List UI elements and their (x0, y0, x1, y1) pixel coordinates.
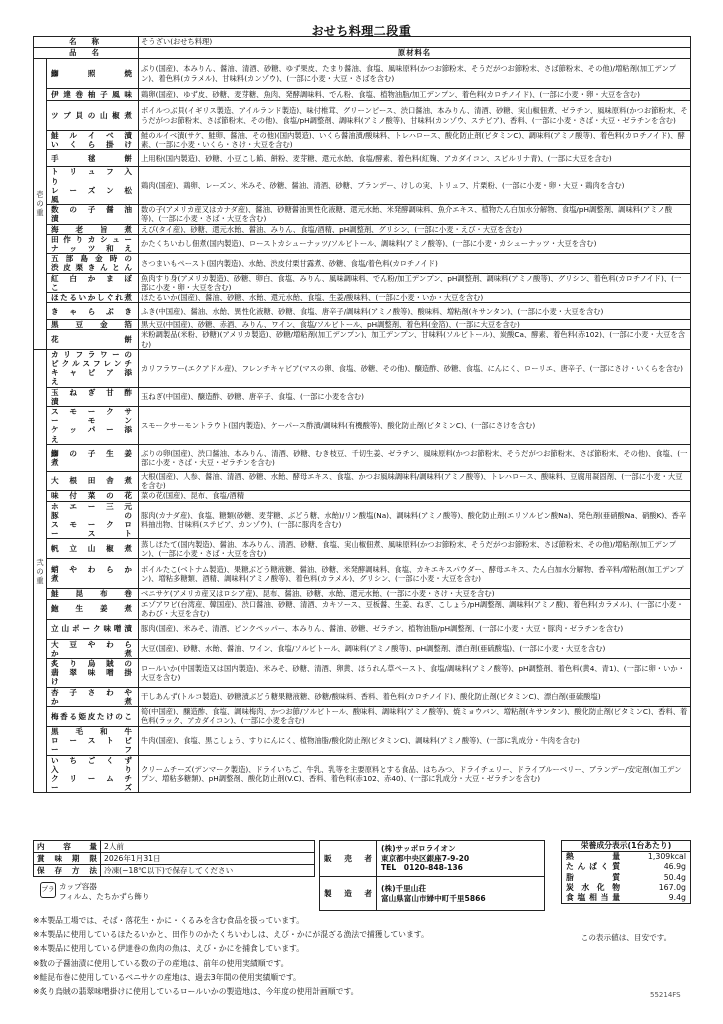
item-ingredients: えび(タイ産)、砂糖、還元水飴、醤油、みりん、食塩/酒精、pH調整剤、グリシン、(一部に小麦・えび・大豆を含む) (139, 224, 691, 234)
item-ingredients: ぶりの卵(国産)、渋口醤油、本みりん、清酒、砂糖、むき枝豆、千切生姜、ゼラチン、風味原料(かつお節粉末、そうだがつお節粉末、さば節粉末、その他)、食塩、(一部に小麦・さば・大豆・ゼラチンを含む) (139, 444, 691, 471)
seller-address: 東京都中央区銀座7-9-20 (381, 853, 470, 863)
item-ingredients: ボイルつぶ貝(イギリス製造、アイルランド製造)、味付椎茸、グリーンピース、渋口醤油、本みりん、清酒、砂糖、実山椒佃煮、ゼラチン、風味原料(かつお節粉末、そうだがつお節粉末、さば節粉末、その他)、食塩/pH調整剤、調味料(アミノ酸等)、甘味料(カンゾウ、ステビア)、香料、(一部に小麦・さば・大豆・ゼラチンを含む) (139, 101, 691, 131)
name-value: そうざい(おせち料理) (139, 37, 691, 48)
item-ingredients: さつまいもペースト(国内製造)、水飴、渋皮付栗甘露煮、砂糖、食塩/着色料(カロチノイド) (139, 254, 691, 273)
nutrition-value: 50.4g (624, 873, 691, 883)
nutrition-label: 脂 質 (562, 873, 625, 883)
item-ingredients: ボイルたこ(ベトナム製造)、果糖ぶどう糖液糖、醤油、砂糖、米発酵調味料、食塩、カキエキスパウダー、酵母エキス、たん白加水分解物、香辛料/増粘剤(加工デンプン)、増粘多糖類、酒精、調味料(アミノ酸等)、着色料(カラメル)、グリシン、(一部に小麦・大豆を含む) (139, 559, 691, 589)
name-label: 名 称 (34, 37, 139, 48)
item-name: ト リ ュ フ 入 り レ ー ズ ン 松 風 (47, 167, 139, 205)
item-name: 炙 り 烏 賊 の 翡 翠 味 噌 掛 け (47, 658, 139, 687)
ingredients-label: 原材料名 (139, 48, 691, 59)
item-ingredients: ふき(中国産)、醤油、水飴、異性化液糖、砂糖、食塩、唐辛子/調味料(アミノ酸等)、酸味料、増粘剤(キサンタン)、(一部に小麦・大豆を含む) (139, 303, 691, 320)
nutrition-note: この表示値は、目安です。 (580, 933, 672, 942)
item-name: ス モ ー ク サ ー モ ン ケ ッ パ ー 添 え (47, 407, 139, 445)
item-ingredients: カリフラワー(エクアドル産)、フレンチキャビア(マスの卵、食塩、砂糖、その他)、醸造酢、砂糖、食塩、にんにく、ローリエ、唐辛子、(一部にさけ・いくらを含む) (139, 349, 691, 387)
item-ingredients: ほたるいか(国産)、醤油、砂糖、水飴、還元水飴、食塩、生姜/酸味料、(一部に小麦・いか・大豆を含む) (139, 293, 691, 303)
pla-recycle-icon: プラ (40, 882, 56, 898)
item-ingredients: 黒大豆(中国産)、砂糖、赤酒、みりん、ワイン、食塩/ソルビトール、pH調整剤、着色料(金箔)、(一部に大豆を含む) (139, 320, 691, 330)
item-ingredients: 大根(国産)、人参、醤油、清酒、砂糖、水飴、酵母エキス、食塩、かつお風味調味料/調味料(アミノ酸等)、トレハロース、酸味料、豆腐用凝固剤、(一部に小麦・大豆を含む) (139, 471, 691, 490)
expiry-label: 賞 味 期 限 (34, 853, 101, 865)
item-ingredients: 米粉調製品(米粉、砂糖)(アメリカ製造)、砂糖/増粘剤(加工デンプン)、加工デンプン、甘味料(ソルビトール)、炭酸Ca、酵素、着色料(赤102)、(一部に小麦・大豆を含む) (139, 330, 691, 349)
item-ingredients: 数の子(アメリカ産又はカナダ産)、醤油、砂糖醤油異性化液糖、還元水飴、米発酵調味料、魚介エキス、植物たん白加水分解物、食塩/pH調整剤、調味料(アミノ酸等)、(一部に小麦・さば・大豆を含む) (139, 205, 691, 224)
item-name: 立山ポーク味噌漬 (47, 619, 139, 639)
item-ingredients: 豚肉(カナダ産)、食塩、糖類(砂糖、麦芽糖、ぶどう糖、水飴)/リン酸塩(Na)、調味料(アミノ酸等)、酸化防止剤(エリソルビン酸Na)、発色剤(亜硝酸Na、硝酸K)、香辛料抽出物、甘味料(ステビア、カンゾウ)、(一部に豚肉を含む) (139, 501, 691, 539)
item-name: ホ エ ー 三 元 豚 の ス モ ー ク ロ ー ス ト (47, 501, 139, 539)
nutrition-value: 9.4g (624, 893, 691, 904)
item-name: 鮑 生 姜 煮 (47, 599, 139, 619)
item-name: き ゃ ら ぶ き (47, 303, 139, 320)
item-ingredients: 牛肉(国産)、食塩、黒こしょう、すりにんにく、植物油脂/酸化防止剤(ビタミンC)、調味料(アミノ酸等)、(一部に乳成分・牛肉を含む) (139, 726, 691, 755)
container-line-1: カップ容器 (59, 882, 97, 891)
item-ingredients: 豚肉(国産)、米みそ、清酒、ピンクペッパー、本みりん、醤油、砂糖、ゼラチン、植物油脂/pH調整剤、(一部に小麦・大豆・豚肉・ゼラチンを含む) (139, 619, 691, 639)
item-ingredients: ベニサケ(アメリカ産又はロシア産)、昆布、醤油、砂糖、水飴、還元水飴、(一部に小麦・さけ・大豆を含む) (139, 589, 691, 599)
item-name: 伊達巻柚子風味 (47, 89, 139, 101)
item-name: 玉 ね ぎ 甘 酢 漬 (47, 387, 139, 406)
nutrition-label: たんぱく質 (562, 862, 625, 872)
note-item: ※本製品工場では、そば・落花生・かに・くるみを含む食品を扱っています。 (33, 916, 304, 925)
item-ingredients: ロールいか(中国製造又は国内製造)、米みそ、砂糖、清酒、卵黄、ほうれん草ペースト、食塩/調味料(アミノ酸等)、pH調整剤、着色料(黄4、青1)、(一部に卵・いか・大豆を含む) (139, 658, 691, 687)
nutrition-value: 1,309kcal (624, 852, 691, 863)
item-name: 鮭 昆 布 巻 (47, 589, 139, 599)
notes-list (33, 914, 691, 999)
maker-name: (株)千里山荘 (381, 884, 426, 893)
item-name: カリフラワーの ピクルスフレンチ キ ャ ビ ア 添 え (47, 349, 139, 387)
item-name: 黒 毛 和 牛 ロ ー ス ト ビ ー フ (47, 726, 139, 755)
nutrition-label: 食塩相当量 (562, 893, 625, 904)
item-ingredients: 鶏卵(国産)、ゆず皮、砂糖、麦芽糖、魚肉、発酵調味料、でん粉、食塩、植物油脂/加工デンプン、着色料(カロチノイド)、(一部に小麦・卵・大豆を含む) (139, 89, 691, 101)
maker-label: 製 造 者 (320, 877, 377, 911)
item-name: 鰤 の 子 生 姜 煮 (47, 444, 139, 471)
item-name: 数 の 子 醤 油 漬 (47, 205, 139, 224)
container-recycle-mark (40, 882, 149, 901)
item-name: 大 根 田 舎 煮 (47, 471, 139, 490)
item-ingredients: ぶり(国産)、本みりん、醤油、清酒、砂糖、ゆず果皮、たまり醤油、食塩、風味原料(かつお節粉末、そうだがつお節粉末、さば節粉末、その他)/増粘剤(加工デンプン)、着色料(カラメル)、甘味料(カンゾウ)、(一部に小麦・大豆・さばを含む) (139, 59, 691, 89)
item-ingredients: スモークサーモントラウト(国内製造)、ケーパース酢漬/調味料(有機酸等)、酸化防止剤(ビタミンC)、(一部にさけを含む) (139, 407, 691, 445)
item-ingredients: 大豆(国産)、砂糖、水飴、醤油、ワイン、食塩/ソルビトール、調味料(アミノ酸等)、pH調整剤、漂白剤(亜硫酸塩)、(一部に小麦・大豆を含む) (139, 639, 691, 658)
item-name: 鰤 照 焼 (47, 59, 139, 89)
item-name: ツブ貝の山椒煮 (47, 101, 139, 131)
item-ingredients: 鮭のルイベ漬(サケ、鮭卵、醤油、その他)(国内製造)、いくら醤油漬/酸味料、トレハロース、酸化防止剤(ビタミンC)、調味料(アミノ酸等)、着色料(カロチノイド)、酵素、(一部に小麦・いくら・さけ・大豆を含む) (139, 131, 691, 150)
item-ingredients: 玉ねぎ(中国産)、醸造酢、砂糖、唐辛子、食塩、(一部に小麦を含む) (139, 387, 691, 406)
item-ingredients: 干しあんず(トルコ製造)、砂糖漬ぶどう糖果糖液糖、砂糖/酸味料、香料、着色料(カロチノイド)、酸化防止剤(ビタミンC)、漂白剤(亜硫酸塩) (139, 687, 691, 706)
item-name: 鮭 ル イ べ 漬 い く ら 掛 け (47, 131, 139, 150)
item-name: い ち ご く ず 入 り ク リ ー ム チ ー ズ (47, 755, 139, 793)
product-code: 55214FS (650, 991, 681, 999)
ingredients-table (33, 36, 691, 793)
nutrition-header: 栄養成分表示(1台あたり) (562, 841, 691, 852)
item-ingredients: 上用粉(国内製造)、砂糖、小豆こし餡、餅粉、麦芽糖、還元水飴、食塩/酵素、着色料(紅麹、アカダイコン、スピルリナ青)、(一部に大豆を含む) (139, 150, 691, 167)
page-title: おせち料理二段重 (311, 24, 412, 38)
nutrition-value: 46.9g (624, 862, 691, 872)
seller-name: (株)サッポロライオン (381, 844, 456, 854)
item-ingredients: 魚肉すり身(アメリカ製造)、砂糖、卵白、食塩、みりん、風味調味料、でん粉/加工デンプン、pH調整剤、調味料(アミノ酸等)、グリシン、着色料(カロチノイド)、(一部に小麦・卵・大豆を含む) (139, 273, 691, 292)
expiry-value: 2026年1月31日 (101, 853, 315, 865)
item-name: 梅香る姫皮たけのこ (47, 706, 139, 726)
item-name: 紅 白 か ま ぼ こ (47, 273, 139, 292)
nutrition-label: 炭水化物 (562, 883, 625, 893)
item-ingredients: 筍(中国産)、醸造酢、食塩、調味梅肉、かつお節/ソルビトール、酸味料、調味料(アミノ酸等)、焼ミョウバン、増粘剤(キサンタン)、酸化防止剤(ビタミンC)、香料、着色料(ラック、アカダイコン)、(一部に小麦を含む) (139, 706, 691, 726)
item-name: 帆 立 山 椒 煮 (47, 539, 139, 559)
item-name: 杏 子 さ わ や か 煮 (47, 687, 139, 706)
nutrition-table (561, 840, 691, 904)
nutrition-value: 167.0g (624, 883, 691, 893)
nutrition-label: 熱 量 (562, 852, 625, 863)
item-ingredients: エゾアワビ(台湾産、韓国産)、渋口醤油、砂糖、清酒、カキソース、豆板醤、生姜、ねぎ、こしょう/pH調整剤、調味料(アミノ酸)、着色料(カラメル)、(一部に小麦・あわび・大豆を含む) (139, 599, 691, 619)
item-name: 田作りカシュー ナ ッ ツ 和 え (47, 234, 139, 253)
note-item: ※鮭昆布巻に使用しているベニサケの産地は、過去3年間の使用実績順です。 (33, 972, 301, 982)
item-name: 味 付 菜 の 花 (47, 491, 139, 501)
storage-value: 冷凍(−18℃以下)で保存してください (101, 865, 315, 877)
section-label: 壱 の 重 (34, 59, 47, 350)
item-name: 花 餅 (47, 330, 139, 349)
item-ingredients: クリームチーズ(デンマーク製造)、ドライいちご、牛乳、乳等を主要原料とする食品、はちみつ、ドライチェリー、ドライブルーベリー、ブランデー/安定剤(加工デンプン、増粘多糖類)、pH調整剤、酸化防止剤(V.C)、香料、着色料(赤102、赤40)、(一部に乳成分・大豆・ゼラチンを含む) (139, 755, 691, 793)
container-line-2: フィルム、たちかずら飾り (59, 891, 150, 901)
item-ingredients: かたくちいわし佃煮(国内製造)、ローストカシューナッツ/ソルビトール、調味料(アミノ酸等)、(一部に小麦・カシューナッツ・大豆を含む) (139, 234, 691, 253)
item-name: 大 豆 や わ ら か 煮 (47, 639, 139, 658)
seller-tel: TEL 0120-848-136 (381, 863, 463, 873)
item-ingredients: 菜の花(国産)、昆布、食塩/酒精 (139, 491, 691, 501)
item-label: 品 名 (34, 48, 139, 59)
note-item: ※本製品に使用しているほたるいかと、田作りのかたくちいわしは、えび・かにが混ざる漁法で捕獲しています。 (33, 930, 429, 940)
seller-label: 販 売 者 (320, 841, 377, 877)
product-info-table (33, 840, 315, 877)
item-name: ほたるいかしぐれ煮 (47, 293, 139, 303)
item-name: 海 老 旨 煮 (47, 224, 139, 234)
item-ingredients: 蒸しほたて(国内製造)、醤油、本みりん、清酒、砂糖、食塩、実山椒佃煮、風味原料(かつお節粉末、そうだがつお節粉末、さば節粉末、その他)/増粘剤(加工デンプン)、(一部に小麦・さば・大豆を含む) (139, 539, 691, 559)
item-name: 手 毬 餅 (47, 150, 139, 167)
note-item: ※炙り烏賊の翡翠味噌掛けに使用しているロールいかの製造地は、今年度の使用計画順です。 (33, 987, 359, 997)
storage-label: 保 存 方 法 (34, 865, 101, 877)
content-value: 2人前 (101, 841, 315, 853)
section-label: 弐 の 重 (34, 349, 47, 793)
maker-address: 富山県富山市婦中町千里5866 (381, 893, 486, 903)
note-item: ※本製品に使用している伊達巻の魚肉の魚は、えび・かにを捕食しています。 (33, 944, 304, 954)
note-item: ※数の子醤油漬に使用している数の子の産地は、前年の使用実績順です。 (33, 958, 289, 968)
item-name: 五部島金時の 渋皮栗きんとん (47, 254, 139, 273)
content-label: 内 容 量 (34, 841, 101, 853)
item-name: 蛸 や わ ら か 煮 (47, 559, 139, 589)
seller-maker-table (319, 840, 545, 911)
item-ingredients: 鶏肉(国産)、鶏卵、レーズン、米みそ、砂糖、醤油、清酒、砂糖、ブランデー、けしの実、トリュフ、片栗粉、(一部に小麦・卵・大豆・鶏肉を含む) (139, 167, 691, 205)
item-name: 黒 豆 金 箔 (47, 320, 139, 330)
